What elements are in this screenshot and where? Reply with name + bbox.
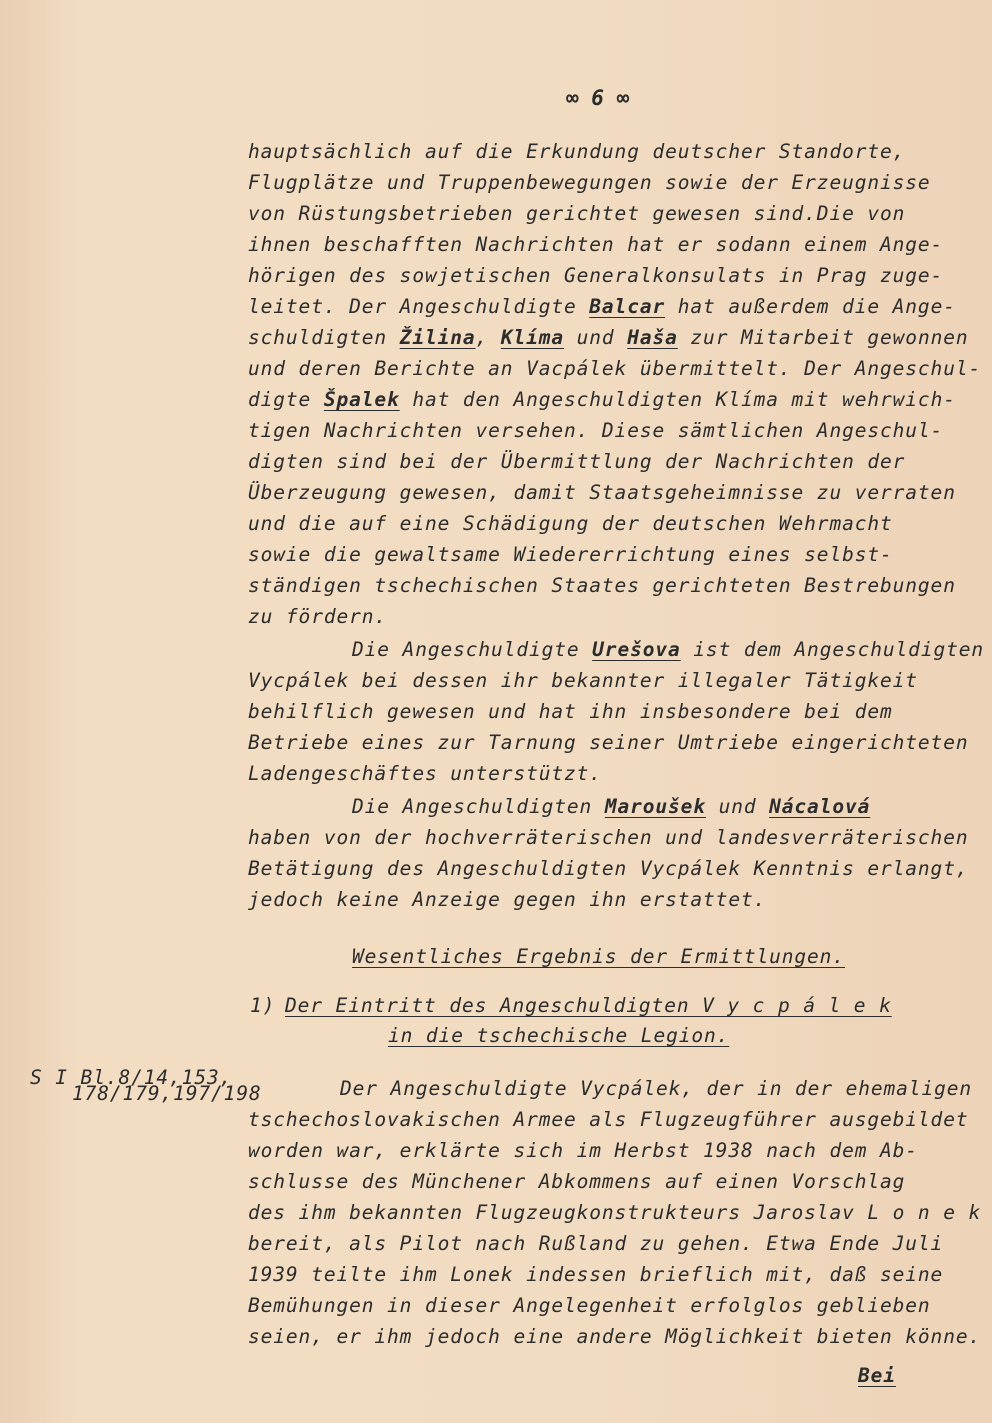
text-fragment: und bbox=[564, 326, 628, 349]
section-title: Der Eintritt des Angeschuldigten V y c p á l e k bbox=[285, 994, 892, 1017]
text-line: haben von der hochverräterischen und landesverräterischen bbox=[248, 826, 969, 849]
underlined-name: Maroušek bbox=[604, 795, 706, 818]
text-line: worden war, erklärte sich im Herbst 1938 nach dem Ab- bbox=[248, 1139, 918, 1162]
text-line: 1939 teilte ihm Lonek indessen brieflich mit, daß seine bbox=[248, 1263, 944, 1286]
underlined-name: Haša bbox=[627, 326, 678, 349]
text-fragment: hat außerdem die Ange- bbox=[665, 295, 956, 318]
text-line: hörigen des sowjetischen Generalkonsulats in Prag zuge- bbox=[248, 264, 944, 287]
underlined-name: Nácalová bbox=[769, 795, 871, 818]
text-line: Überzeugung gewesen, damit Staatsgeheimnisse zu verraten bbox=[248, 481, 956, 504]
text-fragment: und bbox=[705, 795, 770, 818]
text-fragment: hat den Angeschuldigten Klíma mit wehrwich- bbox=[399, 388, 956, 411]
underlined-name: Klíma bbox=[500, 326, 565, 349]
text-line: Vycpálek bei dessen ihr bekannter illegaler Tätigkeit bbox=[248, 669, 918, 692]
underlined-name: Žilina bbox=[399, 326, 476, 349]
text-fragment: digte bbox=[248, 388, 324, 411]
section-number: 1) bbox=[250, 994, 276, 1017]
text-line: Ladengeschäftes unterstützt. bbox=[248, 762, 602, 785]
text-fragment: Die Angeschuldigte bbox=[352, 638, 593, 661]
text-fragment: schuldigten bbox=[248, 326, 400, 349]
text-line: und die auf eine Schädigung der deutschen Wehrmacht bbox=[248, 512, 893, 535]
text-line: hauptsächlich auf die Erkundung deutscher Standorte, bbox=[248, 140, 906, 163]
text-fragment: , bbox=[475, 326, 501, 349]
section-title: in die tschechische Legion. bbox=[388, 1024, 730, 1047]
text-line: schlusse des Münchener Abkommens auf einen Vorschlag bbox=[248, 1170, 906, 1193]
text-line: des ihm bekannten Flugzeugkonstrukteurs Jaroslav L o n e k bbox=[248, 1201, 982, 1224]
text-line bbox=[248, 388, 956, 411]
text-line: von Rüstungsbetrieben gerichtet gewesen sind.Die von bbox=[248, 202, 906, 225]
text-fragment: ist dem Angeschuldigten bbox=[680, 638, 985, 661]
text-line: tschechoslovakischen Armee als Flugzeugführer ausgebildet bbox=[248, 1108, 969, 1131]
text-line: seien, er ihm jedoch eine andere Möglichkeit bieten könne. bbox=[248, 1325, 982, 1348]
text-line bbox=[352, 795, 870, 818]
text-line: zu fördern. bbox=[248, 605, 388, 628]
text-fragment: Die Angeschuldigten bbox=[352, 795, 605, 818]
text-line: ihnen beschafften Nachrichten hat er sodann einem Ange- bbox=[248, 233, 944, 256]
text-line: Betriebe eines zur Tarnung seiner Umtriebe eingerichteten bbox=[248, 731, 969, 754]
margin-note: 178/179,197/198 bbox=[72, 1082, 262, 1105]
text-line: sowie die gewaltsame Wiedererrichtung eines selbst- bbox=[248, 543, 893, 566]
text-fragment: leitet. Der Angeschuldigte bbox=[248, 295, 590, 318]
text-line: ständigen tschechischen Staates gerichteten Bestrebungen bbox=[248, 574, 956, 597]
text-line: Bemühungen in dieser Angelegenheit erfolglos geblieben bbox=[248, 1294, 931, 1317]
text-line: tigen Nachrichten versehen. Diese sämtlichen Angeschul- bbox=[248, 419, 944, 442]
catchword: Bei bbox=[858, 1364, 896, 1387]
text-line bbox=[248, 295, 956, 318]
text-line: bereit, als Pilot nach Rußland zu gehen. Etwa Ende Juli bbox=[248, 1232, 944, 1255]
text-line: Der Angeschuldigte Vycpálek, der in der ehemaligen bbox=[340, 1077, 972, 1100]
underlined-name: Urešova bbox=[592, 638, 681, 661]
text-line: Flugplätze und Truppenbewegungen sowie der Erzeugnisse bbox=[248, 171, 931, 194]
margin-note: S I Bl.8/14,153, bbox=[30, 1066, 233, 1089]
text-line: behilflich gewesen und hat ihn insbesondere bei dem bbox=[248, 700, 893, 723]
text-line: jedoch keine Anzeige gegen ihn erstattet. bbox=[248, 888, 767, 911]
underlined-name: Balcar bbox=[589, 295, 666, 318]
text-line bbox=[248, 326, 969, 349]
text-line: Betätigung des Angeschuldigten Vycpálek Kenntnis erlangt, bbox=[248, 857, 969, 880]
text-line bbox=[352, 638, 984, 661]
text-line: und deren Berichte an Vacpálek übermittelt. Der Angeschul- bbox=[248, 357, 982, 380]
page-number: ∞ 6 ∞ bbox=[566, 86, 630, 110]
text-line: digten sind bei der Übermittlung der Nachrichten der bbox=[248, 450, 906, 473]
underlined-name: Špalek bbox=[323, 388, 400, 411]
text-fragment: zur Mitarbeit gewonnen bbox=[677, 326, 969, 349]
section-heading: Wesentliches Ergebnis der Ermittlungen. bbox=[352, 945, 845, 968]
